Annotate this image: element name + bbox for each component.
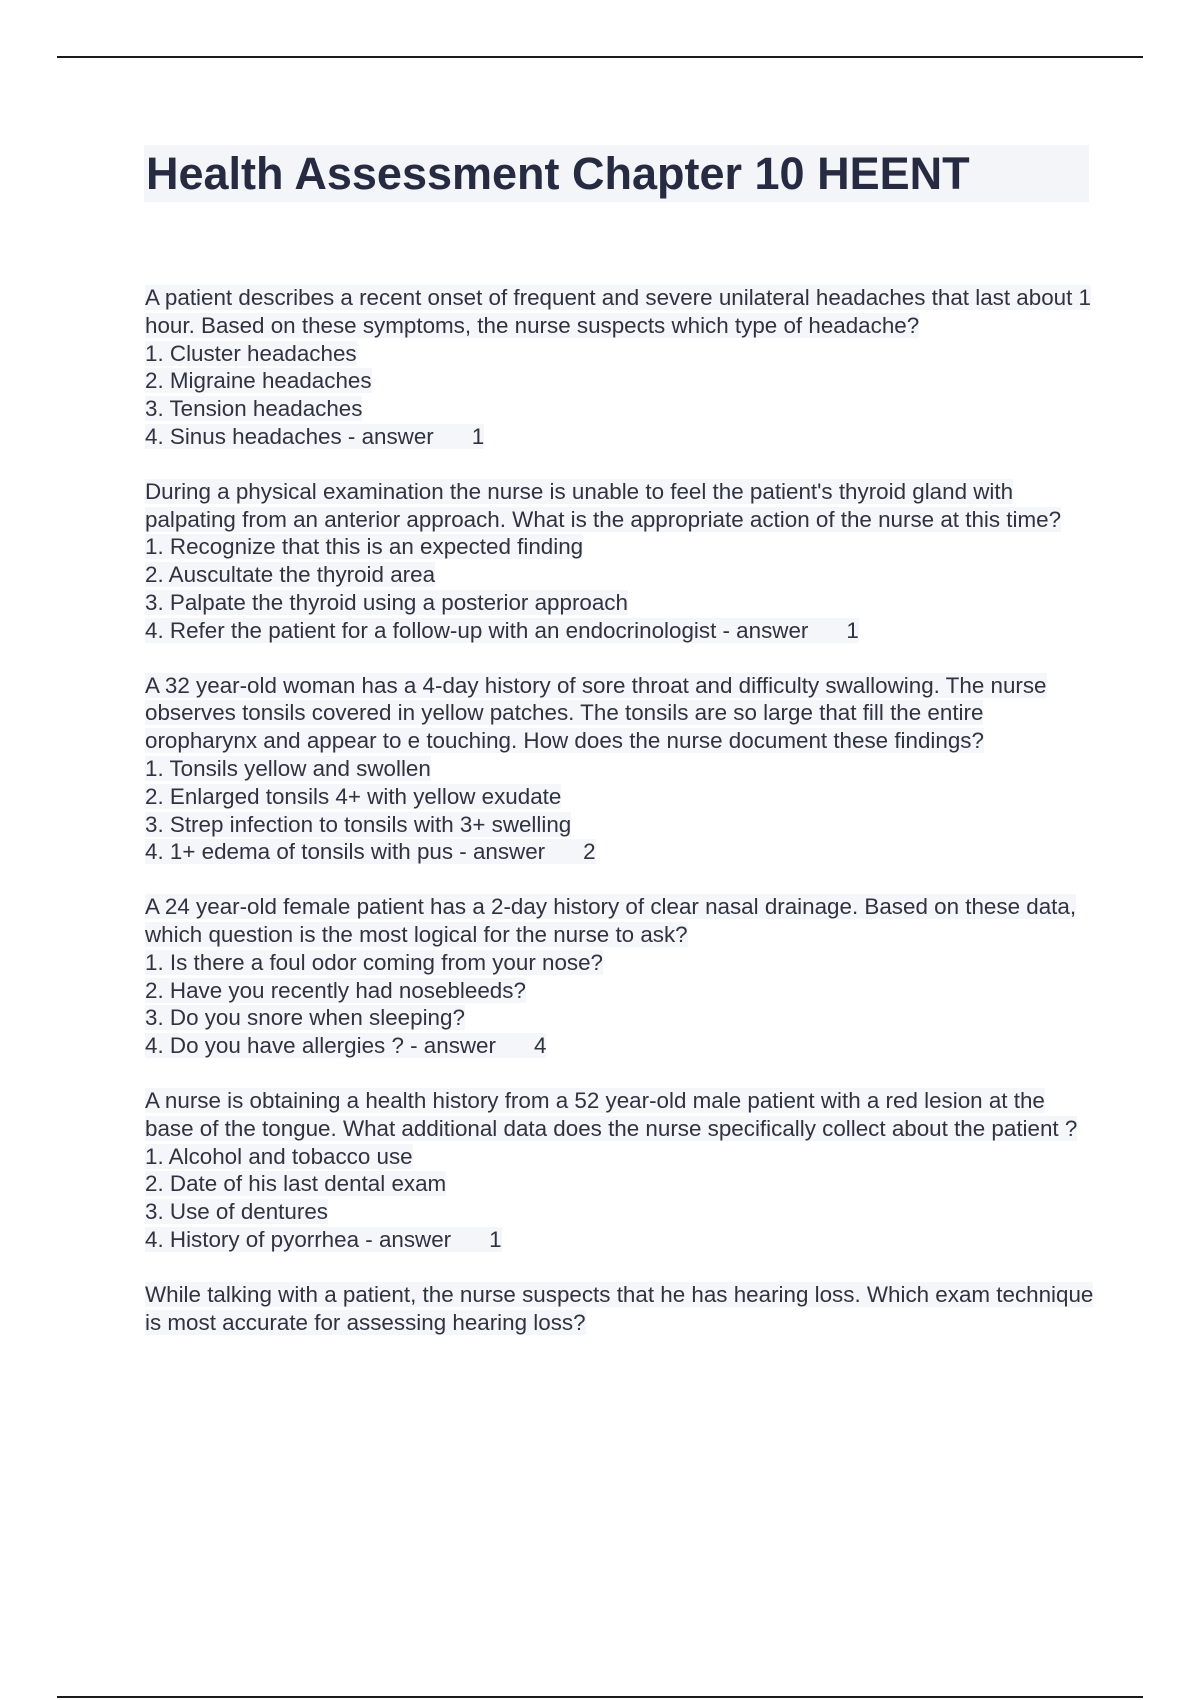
- question-block: [145, 893, 1095, 1060]
- option-list: [145, 533, 1095, 644]
- option-item: 3. Palpate the thyroid using a posterior approach: [145, 589, 628, 615]
- question-text: A 24 year-old female patient has a 2-day history of clear nasal drainage. Based on these data, which question is the most logical for the nurse to ask?: [145, 894, 1077, 947]
- option-list: [145, 1143, 1095, 1254]
- question-block: [145, 1281, 1095, 1337]
- option-answer-label: 4. 1+ edema of tonsils with pus - answer: [145, 839, 546, 865]
- option-item: [145, 617, 1095, 645]
- page-title: Health Assessment Chapter 10 HEENT: [146, 148, 970, 199]
- question-block: [145, 672, 1095, 867]
- option-item: 2. Have you recently had nosebleeds?: [145, 977, 526, 1003]
- question-text: A 32 year-old woman has a 4-day history of sore throat and difficulty swallowing. The nurse observes tonsils covered in yellow patches. The tonsils are so large that fill the entire oropharynx and appear to e touching. How does the nurse document these findings?: [145, 672, 1047, 754]
- option-item: 1. Recognize that this is an expected finding: [145, 534, 584, 560]
- option-list: [145, 949, 1095, 1060]
- answer-value: 1: [846, 617, 859, 643]
- option-answer-label: 4. Refer the patient for a follow-up with an endocrinologist - answer: [145, 617, 809, 643]
- answer-value: 4: [533, 1033, 547, 1059]
- option-list: [145, 340, 1095, 451]
- question-list: [145, 284, 1095, 1363]
- option-item: 3. Use of dentures: [145, 1199, 328, 1225]
- question-block: [145, 284, 1095, 451]
- option-item: 3. Tension headaches: [145, 396, 363, 422]
- option-item: 2. Date of his last dental exam: [145, 1171, 447, 1197]
- option-item: [145, 1032, 1095, 1060]
- option-item: 2. Auscultate the thyroid area: [145, 562, 436, 588]
- option-item: 2. Enlarged tonsils 4+ with yellow exudate: [145, 783, 562, 809]
- option-item: 3. Strep infection to tonsils with 3+ swelling: [145, 811, 572, 837]
- option-item: 3. Do you snore when sleeping?: [145, 1005, 465, 1031]
- question-text: During a physical examination the nurse is unable to feel the patient's thyroid gland with palpating from an anterior approach. What is the appropriate action of the nurse at this time?: [145, 478, 1062, 532]
- option-answer-label: 4. Sinus headaches - answer: [145, 423, 434, 449]
- option-answer-label: 4. History of pyorrhea - answer: [145, 1226, 452, 1252]
- answer-value: 2: [583, 839, 596, 865]
- option-item: [145, 838, 1095, 866]
- bottom-rule: [57, 1696, 1143, 1698]
- answer-value: 1: [489, 1226, 502, 1252]
- option-item: 2. Migraine headaches: [145, 368, 372, 394]
- answer-value: 1: [471, 423, 485, 449]
- option-item: 1. Tonsils yellow and swollen: [145, 755, 431, 781]
- question-text: A nurse is obtaining a health history from a 52 year-old male patient with a red lesion at the base of the tongue. What additional data does the nurse specifically collect about the patient ?: [145, 1087, 1078, 1141]
- option-item: [145, 1226, 1095, 1254]
- question-text: A patient describes a recent onset of frequent and severe unilateral headaches that last about 1 hour. Based on these symptoms, the nurse suspects which type of headache?: [145, 285, 1092, 338]
- option-list: [145, 755, 1095, 866]
- title-banner: [144, 145, 1089, 202]
- question-block: [145, 1087, 1095, 1254]
- option-item: 1. Cluster headaches: [145, 340, 357, 366]
- question-block: [145, 478, 1095, 645]
- option-answer-label: 4. Do you have allergies ? - answer: [145, 1033, 496, 1059]
- question-text: While talking with a patient, the nurse suspects that he has hearing loss. Which exam technique is most accurate for assessing hearing loss?: [145, 1281, 1094, 1335]
- option-item: 1. Alcohol and tobacco use: [145, 1143, 413, 1169]
- option-item: 1. Is there a foul odor coming from your nose?: [145, 949, 604, 975]
- option-item: [145, 423, 1095, 451]
- top-rule: [57, 56, 1143, 58]
